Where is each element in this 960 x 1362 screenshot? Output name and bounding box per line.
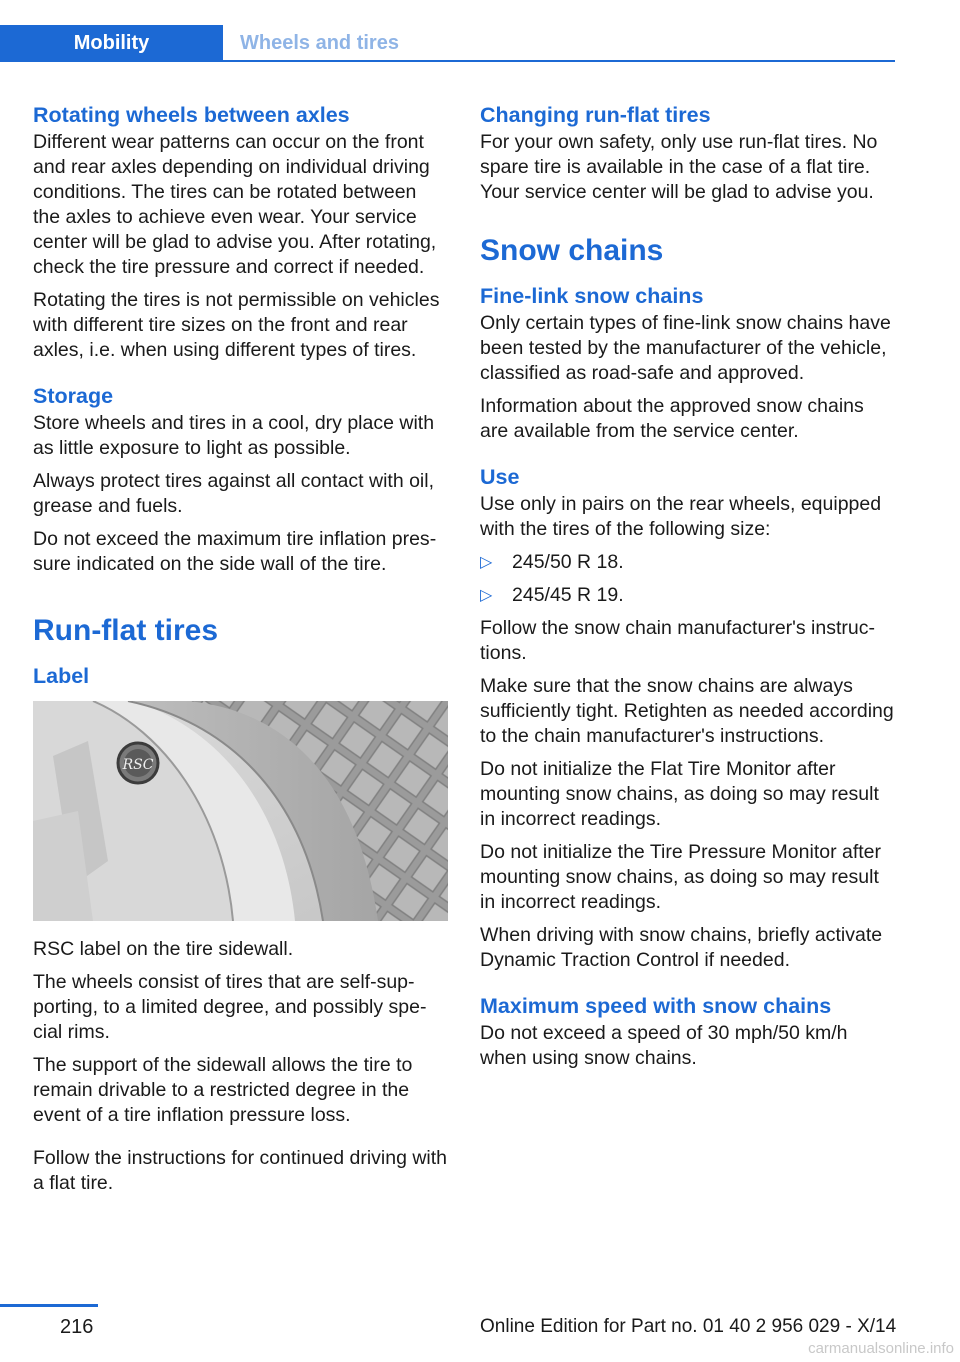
list-item: ▷ 245/45 R 19.	[480, 584, 624, 606]
use-paragraph-1: Use only in pairs on the rear wheels, equipped with the tires of the following size:	[480, 493, 882, 540]
list-item: ▷ 245/50 R 18.	[480, 551, 624, 573]
header-rule	[0, 60, 895, 62]
section-tab[interactable]: Wheels and tires	[240, 32, 399, 54]
runflat-paragraph-3: Follow the instructions for continued driving with a flat tire.	[33, 1147, 448, 1194]
use-paragraph-3: Make sure that the snow chains are always sufficiently tight. Retighten as needed according to the chain manufacturer's instructions.	[480, 675, 894, 747]
right-column	[480, 100, 895, 1079]
rsc-tire-illustration	[33, 701, 448, 921]
triangle-bullet-icon: ▷	[480, 554, 493, 571]
storage-paragraph-1: Store wheels and tires in a cool, dry place with as little exposure to light as possible.	[33, 412, 435, 459]
watermark: carmanualsonline.info	[808, 1340, 954, 1357]
page-header	[0, 0, 895, 62]
rotating-paragraph-1: Different wear patterns can occur on the front and rear axles depending on individual driving conditions. The tires can be rotated between the axles to achieve even wear. Your service center will be glad to advise you. After rotating, check the tire pressure and correct if needed.	[33, 131, 437, 278]
changing-paragraph-1: For your own safety, only use run-flat tires. No spare tire is available in the case of a flat tire. Your service center will be glad to advise you.	[480, 131, 878, 203]
page-number: 216	[60, 1316, 94, 1338]
edition-info: Online Edition for Part no. 01 40 2 956 029 - X/14	[480, 1316, 897, 1337]
use-paragraph-6: When driving with snow chains, briefly activate Dynamic Traction Control if needed.	[480, 924, 883, 971]
runflat-heading: Run-flat tires	[33, 614, 219, 647]
use-paragraph-2: Follow the snow chain manufacturer's instructions.	[480, 617, 875, 664]
fine-link-heading: Fine-link snow chains	[480, 284, 704, 308]
triangle-bullet-icon: ▷	[480, 587, 493, 604]
max-speed-paragraph: Do not exceed a speed of 30 mph/50 km/h when using snow chains.	[480, 1022, 848, 1069]
tire-size-list	[480, 550, 895, 608]
fine-link-paragraph-2: Information about the approved snow chains are available from the service center.	[480, 395, 864, 442]
rotating-paragraph-2: Rotating the tires is not permissible on vehicles with different tire sizes on the front and rear axles, i.e. when using different types of tires.	[33, 289, 440, 361]
label-heading: Label	[33, 664, 90, 688]
max-speed-heading: Maximum speed with snow chains	[480, 994, 832, 1018]
use-paragraph-4: Do not initialize the Flat Tire Monitor after mounting snow chains, as doing so may result in incorrect readings.	[480, 758, 879, 830]
runflat-paragraph-2: The support of the sidewall allows the tire to remain drivable to a restricted degree in the event of a tire inflation pressure loss.	[33, 1054, 413, 1126]
storage-paragraph-2: Always protect tires against all contact with oil, grease and fuels.	[33, 470, 435, 517]
storage-heading: Storage	[33, 384, 114, 408]
fine-link-paragraph-1: Only certain types of fine-link snow chains have been tested by the manufacturer of the vehicle, classified as road-safe and approved.	[480, 312, 891, 384]
rotating-heading: Rotating wheels between axles	[33, 103, 350, 127]
snow-chains-heading: Snow chains	[480, 234, 664, 267]
use-heading: Use	[480, 465, 520, 489]
storage-paragraph-3: Do not exceed the maximum tire inflation pressure indicated on the side wall of the tire.	[33, 528, 437, 575]
runflat-paragraph-1: The wheels consist of tires that are self-supporting, to a limited degree, and possibly special rims.	[33, 971, 427, 1043]
rsc-caption: RSC label on the tire sidewall.	[33, 938, 294, 960]
rsc-logo-text: RSC	[122, 757, 154, 773]
footer-rule	[0, 1304, 98, 1307]
left-column	[33, 100, 448, 1204]
changing-heading: Changing run-flat tires	[480, 103, 711, 127]
use-paragraph-5: Do not initialize the Tire Pressure Monitor after mounting snow chains, as doing so may result in incorrect readings.	[480, 841, 882, 913]
chapter-tab[interactable]: Mobility	[0, 25, 223, 62]
